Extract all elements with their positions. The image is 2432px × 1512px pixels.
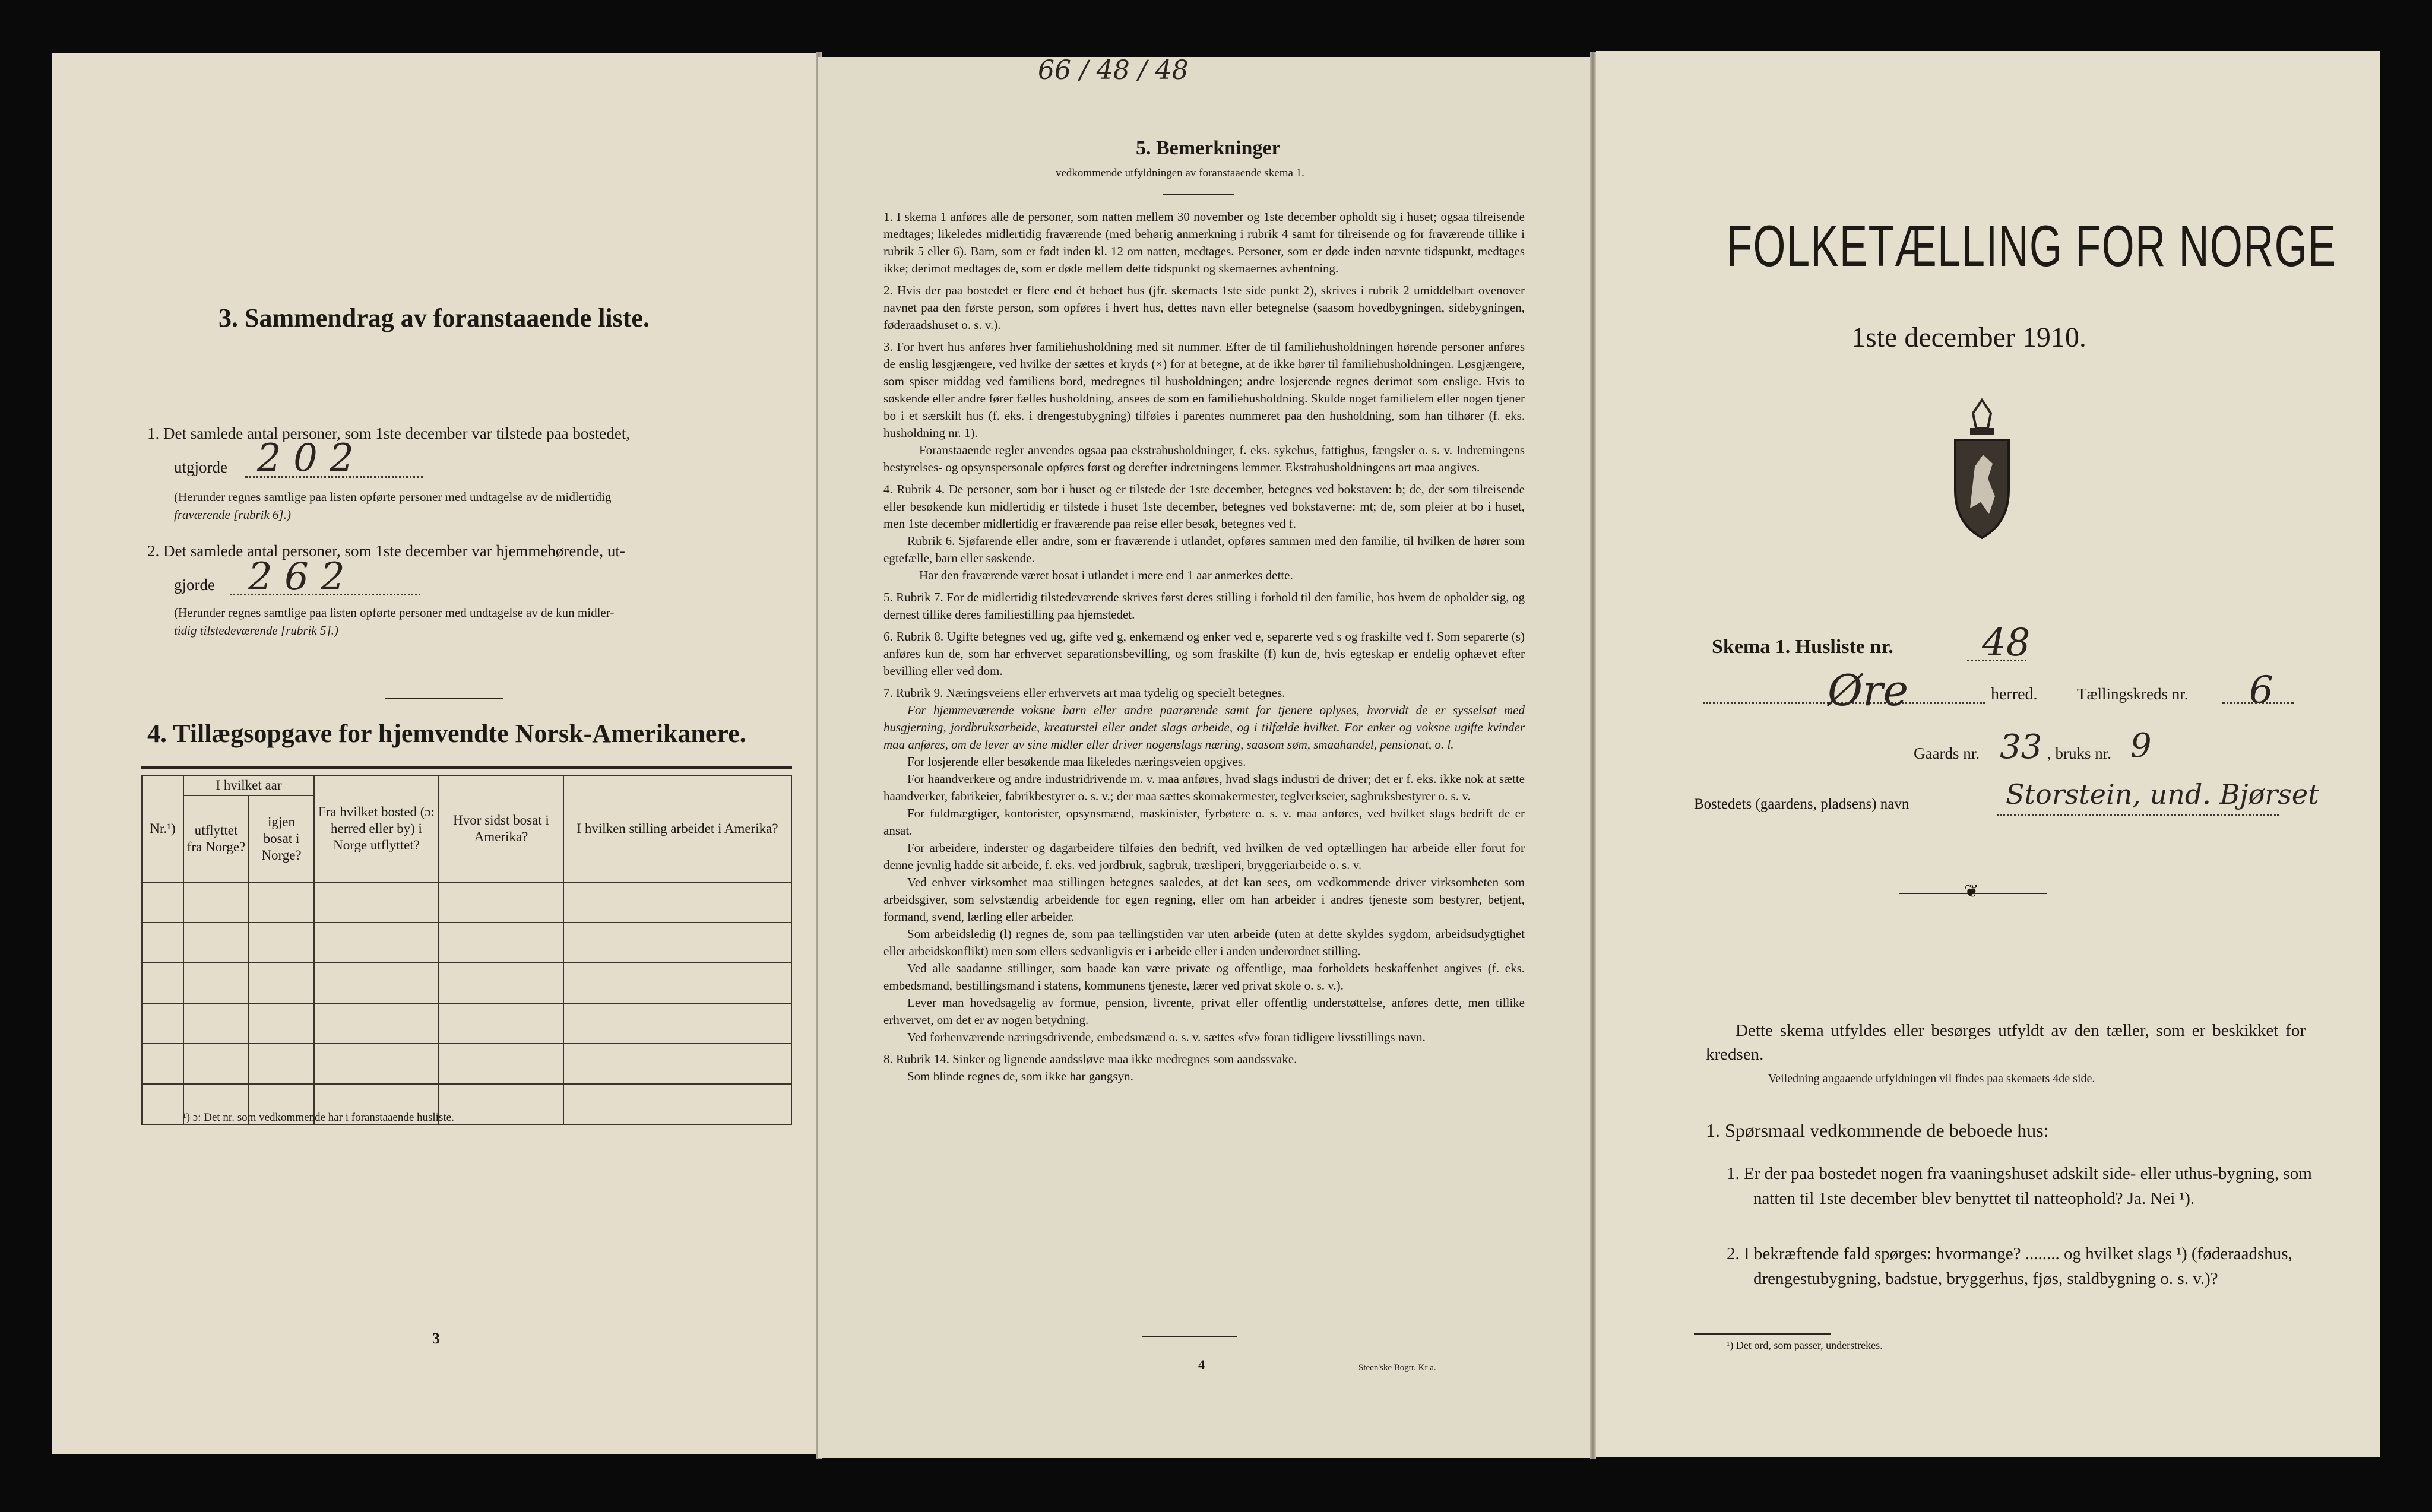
item2-note-1: (Herunder regnes samtlige paa listen opførte personer med undtagelse av de kun midler- bbox=[174, 606, 615, 620]
item1-text: 1. Det samlede antal personer, som 1ste december var tilstede paa bostedet, bbox=[147, 424, 631, 442]
remark-7c: For haandverkere og andre industridrivende m. v. maa anføres, hvad slags industri de driver; det er f. eks. ikke nok at sætte haandverker, fabrikeier, fabrikbestyrer o. s. v.; der maa sættes skomakermester, teglverkseier, sagbruksbestyrer o. s. v. bbox=[884, 772, 1525, 803]
item2-text: 2. Det samlede antal personer, som 1ste december var hjemmehørende, ut- bbox=[147, 542, 625, 560]
remarks-rule bbox=[1163, 194, 1234, 195]
col-igjen-header: igjen bosat i Norge? bbox=[249, 795, 314, 882]
col-nr-header: Nr.¹) bbox=[142, 775, 183, 882]
bosted-label: Bostedets (gaardens, pladsens) navn bbox=[1694, 796, 1910, 812]
printer-mark: Steen'ske Bogtr. Kr a. bbox=[1358, 1363, 1436, 1372]
bruks-value: 9 bbox=[2130, 727, 2152, 765]
page-number: 3 bbox=[432, 1330, 440, 1347]
norsk-amerikanere-table bbox=[141, 775, 792, 1125]
col-hvor-header: Hvor sidst bosat i Amerika? bbox=[439, 775, 563, 882]
table-row bbox=[142, 1003, 791, 1044]
handwritten-top-note: 66 / 48 / 48 bbox=[1038, 57, 1189, 85]
remark-7a: For hjemmeværende voksne barn eller andre paarørende samt for tjenere oplyses, hvorvidt de er sysselsat med husgjerning, jordbruksarbeide, kreaturstel eller andet slags arbeide, og i tilfælde hvilket. For enker og voksne ugifte kvinder maa anføres, om de lever av sine midler eller driver nogenslags næring, saasom søm, smaahandel, pensionat, o. l. bbox=[884, 703, 1525, 752]
tellingskreds-value: 6 bbox=[2249, 668, 2273, 712]
separator-rule bbox=[385, 698, 504, 699]
husliste-number: 48 bbox=[1982, 621, 2031, 665]
remark-1: 1. I skema 1 anføres alle de personer, som natten mellem 30 november og 1ste december opholdt sig i huset; ogsaa tilreisende medtages; likeledes midlertidig fraværende (med behørig anmerkning i rubrik 4 samt for tilreisende og for fraværende tillike i rubrik 5 eller 6). Barn, som er født inden kl. 12 om natten, medtages. Personer, som er døde inden nævnte tidspunkt, medtages ikke; derimot medtages de, som er døde mellem dette tidspunkt og skemaernes avhentning. bbox=[884, 210, 1525, 275]
remark-7d: For fuldmægtiger, kontorister, opsynsmænd, maskinister, fyrbøtere o. s. v. maa anføres, ved hvilket slags bedrift de er ansat. bbox=[884, 806, 1525, 838]
item2-dotline bbox=[230, 594, 420, 595]
item1-value: 2 0 2 bbox=[257, 436, 354, 480]
remarks-subtitle: vedkommende utfyldningen av foranstaaende skema 1. bbox=[1056, 167, 1304, 179]
question-2: 2. I bekræftende fald spørges: hvormange? ........ og hvilket slags ¹) (føderaadshus, drengestubygning, badstue, bryggerhus, fjøs, staldbygning o. s. v.)? bbox=[1727, 1244, 2292, 1288]
bruks-label: , bruks nr. bbox=[2047, 744, 2111, 762]
tellingskreds-label: Tællingskreds nr. bbox=[2077, 685, 2189, 703]
intro-text: Dette skema utfyldes eller besørges utfyldt av den tæller, som er beskikket for kredsen. bbox=[1706, 1021, 2306, 1064]
item1-note-2: fraværende [rubrik 6].) bbox=[174, 508, 291, 522]
gaards-label: Gaards nr. bbox=[1914, 744, 1980, 762]
herred-value: Øre bbox=[1828, 665, 1909, 715]
remark-3: 3. For hvert hus anføres hver familiehusholdning med sit nummer. Efter de til familiehusholdningen hørende personer anføres de enslig løsgjængere, ved hvilke der sættes et kryds (×) for at betegne, at de ikke hører til familiehusholdningen. Løsgjængere, som spiser middag ved familiens bord, medregnes til husholdningen; andre losjerende regnes derimot som enslige. Hvis to søskende eller andre fører fælles husholdning, ansees de som en familiehusholdning. Skulde noget familielem eller nogen tjener bo i et særskilt hus (f. eks. i drengestubygning) tilføies i parentes nummeret paa den husholdning, som han tilhører (f. eks. husholdning nr. 1). bbox=[884, 340, 1525, 440]
col-stilling-header: I hvilken stilling arbeidet i Amerika? bbox=[563, 775, 791, 882]
table-row bbox=[142, 1044, 791, 1084]
table-row bbox=[142, 923, 791, 963]
col-utflyttet-header: utflyttet fra Norge? bbox=[183, 795, 249, 882]
bosted-value: Storstein, und. Bjørset bbox=[2006, 778, 2319, 810]
ornament-icon: ❦ bbox=[1964, 882, 1980, 901]
remark-7i: Lever man hovedsagelig av formue, pension, livrente, privat eller offentlig understøttelse, anføres dette, men tillike erhvervet, om det er av nogen betydning. bbox=[884, 996, 1525, 1027]
item2-note-2: tidig tilstedeværende [rubrik 5].) bbox=[174, 623, 338, 638]
remark-2: 2. Hvis der paa bostedet er flere end ét beboet hus (jfr. skemaets 1ste side punkt 2), skrives i rubrik 2 umiddelbart ovenover navnet paa den første person, som opføres i hvert hus, dettes navn eller betegnelse (saasom hovedbygningen, sidebygningen, føderaadshuset o. s. v.). bbox=[884, 283, 1525, 332]
census-title: FOLKETÆLLING FOR NORGE bbox=[1727, 213, 2337, 278]
intro-note: Veiledning angaaende utfyldningen vil findes paa skemaets 4de side. bbox=[1768, 1072, 2095, 1085]
table-top-rule bbox=[141, 766, 792, 769]
bosted-dotline bbox=[1997, 814, 2279, 816]
remarks-title: 5. Bemerkninger bbox=[1136, 137, 1281, 159]
col-fra-header: Fra hvilket bosted (ɔ: herred eller by) i Norge utflyttet? bbox=[314, 775, 439, 882]
item1-note-1: (Herunder regnes samtlige paa listen opførte personer med undtagelse av de midlertidig bbox=[174, 490, 612, 504]
norway-coat-of-arms-icon bbox=[1946, 395, 2018, 544]
remark-7h: Ved alle saadanne stillinger, som baade kan være private og offentlige, maa forholdets beskaffenhet angives (f. eks. embedsmand, bestillingsmand i statens, kommunens tjeneste, lærer ved privat skole o. s. v.). bbox=[884, 961, 1525, 993]
question-1: 1. Er der paa bostedet nogen fra vaaningshuset adskilt side- eller uthus-bygning, som natten til 1ste december blev benyttet til natteophold? Ja. Nei ¹). bbox=[1727, 1164, 2312, 1208]
left-page bbox=[52, 53, 819, 1454]
remark-3b: Foranstaaende regler anvendes ogsaa paa ekstrahusholdninger, f. eks. sykehus, fattighus, fængsler o. s. v. Indretningens bestyrelses- og opsynspersonale opføres først og derefter indretningens lemmer. Ekstrahusholdningens art maa angives. bbox=[884, 443, 1525, 474]
tellingskreds-dotline bbox=[2222, 702, 2294, 704]
remark-7: 7. Rubrik 9. Næringsveiens eller erhvervets art maa tydelig og specielt betegnes. bbox=[884, 686, 1285, 700]
item2-value: 2 6 2 bbox=[248, 555, 345, 599]
gaards-value: 33 bbox=[2000, 728, 2042, 766]
table-row bbox=[142, 963, 791, 1003]
remark-4: 4. Rubrik 4. De personer, som bor i huset og er tilstede der 1ste december, betegnes ved bokstaven: b; de, der som tilreisende eller besøkende kun midlertidig er tilstede i huset 1ste december, betegnes ved bokstaverne: mt; de, som pleier at bo i huset, men 1ste december midlertidig er fraværende paa reise eller besøk, betegnes ved f. bbox=[884, 482, 1525, 531]
remark-8: 8. Rubrik 14. Sinker og lignende aandssløve maa ikke medregnes som aandssvake. bbox=[884, 1052, 1297, 1066]
item1-dotline bbox=[245, 476, 423, 478]
remark-5: 5. Rubrik 7. For de midlertidig tilstedeværende skrives først deres stilling i forhold til den familie, hos hvem de opholder sig, og dernest tillike deres familiestilling paa hjemstedet. bbox=[884, 590, 1525, 622]
husliste-dotline bbox=[1967, 660, 2026, 661]
skema-label: Skema 1. Husliste nr. bbox=[1712, 636, 1893, 658]
remark-7j: Ved forhenværende næringsdrivende, embedsmænd o. s. v. sættes «fv» foran tidligere livsstillings navn. bbox=[907, 1030, 1426, 1044]
right-footnote: ¹) Det ord, som passer, understrekes. bbox=[1727, 1339, 1883, 1351]
right-page bbox=[1596, 51, 2380, 1457]
remark-4c: Har den fraværende været bosat i utlandet i mere end 1 aar anmerkes dette. bbox=[919, 568, 1293, 582]
remark-8b: Som blinde regnes de, som ikke har gangsyn. bbox=[907, 1069, 1133, 1083]
herred-label: herred. bbox=[1991, 685, 2038, 703]
item2-gjorde-label: gjorde bbox=[174, 576, 215, 594]
col-group-header: I hvilket aar bbox=[183, 775, 314, 795]
remark-6: 6. Rubrik 8. Ugifte betegnes ved ug, gifte ved g, enkemænd og enker ved e, separerte ved s og fraskilte ved f. Som separerte (s) anføres kun de, som har erhvervet separationsbevilling, og som fraskilte (f) kun de, hvis egteskap er endelig ophævet efter bevilling eller ved dom. bbox=[884, 629, 1525, 678]
question-header: 1. Spørsmaal vedkommende de beboede hus: bbox=[1706, 1120, 2049, 1141]
page-fold-right bbox=[1590, 52, 1596, 1459]
item1-utgjorde-label: utgjorde bbox=[174, 458, 227, 476]
table-footnote: ¹) ɔ: Det nr. som vedkommende har i foranstaaende husliste. bbox=[183, 1111, 454, 1124]
census-date: 1ste december 1910. bbox=[1851, 322, 2086, 353]
bottom-rule bbox=[1142, 1336, 1237, 1337]
middle-page bbox=[818, 57, 1590, 1458]
section-4-title: 4. Tillægsopgave for hjemvendte Norsk-Amerikanere. bbox=[147, 719, 746, 748]
remark-7e: For arbeidere, inderster og dagarbeidere tilføies den bedrift, ved hvilken de ved optællingen har arbeide eller forut for denne jevnlig hadde sit arbeide, f. eks. ved jordbruk, sagbruk, træsliperi, bryggeriarbeide o. s. v. bbox=[884, 841, 1525, 872]
remark-7g: Som arbeidsledig (l) regnes de, som paa tællingstiden var uten arbeide (uten at dette skyldes sygdom, arbeidsudygtighet eller arbeidskonflikt) men som ellers sedvanligvis er i arbeide eller i anden underordnet stilling. bbox=[884, 927, 1525, 958]
section-3-title: 3. Sammendrag av foranstaaende liste. bbox=[218, 303, 650, 332]
footnote-rule bbox=[1694, 1333, 1831, 1335]
remark-7f: Ved enhver virksomhet maa stillingen betegnes saaledes, at det kan sees, om vedkommende driver virksomheten som arbeidsgiver, som selvstændig arbeidende for egen regning, eller om han arbeider i andres tjeneste som bestyrer, betjent, formand, svend, lærling eller arbeider. bbox=[884, 875, 1525, 924]
remark-4b: Rubrik 6. Sjøfarende eller andre, som er fraværende i utlandet, opføres sammen med den familie, til hvilken de hører som egtefælle, barn eller søskende. bbox=[884, 534, 1525, 565]
page-number: 4 bbox=[1198, 1357, 1205, 1372]
table-row bbox=[142, 882, 791, 923]
remark-7b: For losjerende eller besøkende maa likeledes næringsveien opgives. bbox=[907, 755, 1246, 769]
remarks-body bbox=[884, 208, 1525, 1085]
